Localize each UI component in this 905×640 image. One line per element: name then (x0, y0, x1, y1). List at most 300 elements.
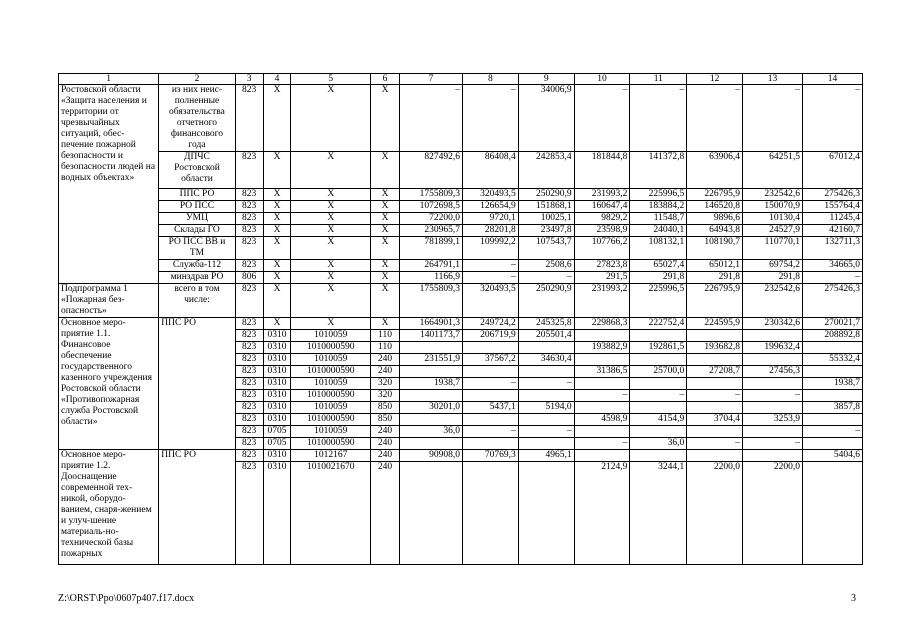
table-cell: 25700,0 (630, 366, 687, 378)
table-cell (802, 438, 862, 450)
table-cell: 5194,0 (518, 402, 574, 414)
table-cell: 275426,3 (802, 284, 862, 318)
table-cell: 1938,7 (802, 378, 862, 390)
table-cell: 823 (235, 414, 263, 426)
table-cell: 86408,4 (463, 152, 519, 189)
table-cell: 141372,8 (630, 152, 687, 189)
table-cell: X (291, 189, 371, 201)
table-cell (574, 426, 630, 438)
table-cell: 240 (371, 438, 400, 450)
table-cell (518, 390, 574, 402)
table-cell (399, 462, 462, 565)
table-cell: 34665,0 (802, 260, 862, 272)
table-cell: 1664901,3 (399, 318, 462, 330)
table-cell: 240 (371, 426, 400, 438)
budget-table (58, 73, 863, 565)
table-cell: – (743, 85, 803, 152)
col-header: 8 (463, 74, 519, 85)
table-cell (399, 342, 462, 354)
table-cell: – (518, 272, 574, 284)
table-cell: – (743, 390, 803, 402)
table-cell (687, 330, 743, 342)
table-cell (518, 342, 574, 354)
table-cell: 63906,4 (687, 152, 743, 189)
table-cell: X (371, 225, 400, 237)
table-cell: 1010059 (291, 402, 371, 414)
table-cell: X (263, 189, 291, 201)
table-cell (630, 330, 687, 342)
table-cell: 823 (235, 462, 263, 565)
table-cell: 231551,9 (399, 354, 462, 366)
table-cell: 823 (235, 201, 263, 213)
executor-cell: минздрав РО (159, 272, 235, 284)
table-cell (463, 366, 519, 378)
table-cell: 823 (235, 237, 263, 260)
table-cell: 0310 (263, 450, 291, 462)
table-cell: 320493,5 (463, 189, 519, 201)
table-cell (463, 438, 519, 450)
table-cell: 23497,8 (518, 225, 574, 237)
table-cell: 11245,4 (802, 213, 862, 225)
table-cell: X (371, 213, 400, 225)
table-cell: 10130,4 (743, 213, 803, 225)
table-cell (463, 414, 519, 426)
table-cell: X (263, 225, 291, 237)
table-cell: 9896,6 (687, 213, 743, 225)
executor-cell: ППС РО (159, 189, 235, 201)
table-row (59, 152, 863, 189)
table-cell: 1010000590 (291, 414, 371, 426)
table-cell: 151868,1 (518, 201, 574, 213)
table-cell: 823 (235, 318, 263, 330)
table-cell: 70769,3 (463, 450, 519, 462)
table-cell: 226795,9 (687, 189, 743, 201)
table-cell: 0310 (263, 378, 291, 390)
table-cell: 245325,8 (518, 318, 574, 330)
table-cell: X (263, 213, 291, 225)
table-cell: X (263, 272, 291, 284)
table-cell: 1010059 (291, 426, 371, 438)
table-cell: – (743, 438, 803, 450)
table-cell: X (291, 201, 371, 213)
table-cell: – (463, 272, 519, 284)
table-cell: 3857,8 (802, 402, 862, 414)
executor-cell: ППС РО (159, 318, 235, 450)
table-cell: 0310 (263, 414, 291, 426)
table-cell: 193682,8 (687, 342, 743, 354)
table-cell: 823 (235, 85, 263, 152)
table-cell: 90908,0 (399, 450, 462, 462)
col-header: 11 (630, 74, 687, 85)
table-cell: 1010059 (291, 378, 371, 390)
table-cell: – (802, 426, 862, 438)
table-cell: 208892,8 (802, 330, 862, 342)
table-cell: 3253,9 (743, 414, 803, 426)
table-cell: X (291, 225, 371, 237)
table-row (59, 213, 863, 225)
table-cell: X (371, 85, 400, 152)
table-cell: X (263, 152, 291, 189)
table-cell: 23598,9 (574, 225, 630, 237)
table-row (59, 85, 863, 152)
col-header: 6 (371, 74, 400, 85)
table-cell: 222752,4 (630, 318, 687, 330)
table-cell: 24040,1 (630, 225, 687, 237)
table-cell: X (263, 284, 291, 318)
table-cell: 110 (371, 342, 400, 354)
table-cell: 823 (235, 390, 263, 402)
table-cell: 781899,1 (399, 237, 462, 260)
table-cell: 28201,8 (463, 225, 519, 237)
table-cell (743, 450, 803, 462)
table-cell: 0310 (263, 402, 291, 414)
table-cell: X (371, 272, 400, 284)
table-cell: X (263, 318, 291, 330)
table-cell: 1010000590 (291, 390, 371, 402)
table-cell: – (574, 438, 630, 450)
table-cell: 229868,3 (574, 318, 630, 330)
table-cell: 850 (371, 402, 400, 414)
table-cell: 823 (235, 366, 263, 378)
table-row (59, 237, 863, 260)
table-cell: 806 (235, 272, 263, 284)
table-cell (687, 378, 743, 390)
table-cell (518, 414, 574, 426)
table-cell: 183884,2 (630, 201, 687, 213)
table-cell (399, 438, 462, 450)
table-cell (399, 390, 462, 402)
col-header: 7 (399, 74, 462, 85)
col-header: 12 (687, 74, 743, 85)
table-cell: 226795,9 (687, 284, 743, 318)
table-cell: 36,0 (630, 438, 687, 450)
table-cell (574, 330, 630, 342)
col-header: 4 (263, 74, 291, 85)
table-cell: – (463, 85, 519, 152)
table-cell: – (399, 85, 462, 152)
table-cell: 231993,2 (574, 284, 630, 318)
table-cell: 2200,0 (743, 462, 803, 565)
table-cell (630, 378, 687, 390)
table-cell: 69754,2 (743, 260, 803, 272)
table-cell (518, 438, 574, 450)
table-cell: 1166,9 (399, 272, 462, 284)
table-cell: 24527,9 (743, 225, 803, 237)
table-cell: 1010059 (291, 354, 371, 366)
table-cell: 1012167 (291, 450, 371, 462)
table-cell (399, 414, 462, 426)
table-cell: 110 (371, 330, 400, 342)
executor-cell: ППС РО (159, 450, 235, 565)
col-header: 9 (518, 74, 574, 85)
table-cell: 192861,5 (630, 342, 687, 354)
table-row (59, 272, 863, 284)
table-cell: 823 (235, 213, 263, 225)
table-cell: 11548,7 (630, 213, 687, 225)
table-cell: 823 (235, 426, 263, 438)
table-cell: 4965,1 (518, 450, 574, 462)
table-cell: X (371, 318, 400, 330)
table-cell: 232542,6 (743, 284, 803, 318)
table-cell: 67012,4 (802, 152, 862, 189)
table-cell: – (463, 378, 519, 390)
table-cell: – (463, 426, 519, 438)
table-cell (687, 402, 743, 414)
table-cell: 160647,4 (574, 201, 630, 213)
table-cell: X (291, 284, 371, 318)
table-cell: 291,8 (743, 272, 803, 284)
table-cell (802, 366, 862, 378)
table-cell: 0310 (263, 330, 291, 342)
table-cell: 320493,5 (463, 284, 519, 318)
table-cell: 30201,0 (399, 402, 462, 414)
table-cell: – (630, 390, 687, 402)
table-cell (463, 390, 519, 402)
table-cell: 64943,8 (687, 225, 743, 237)
col-header: 5 (291, 74, 371, 85)
table-cell: X (291, 213, 371, 225)
table-cell: 0310 (263, 390, 291, 402)
table-cell: 193882,9 (574, 342, 630, 354)
table-cell: X (263, 260, 291, 272)
table-cell: X (291, 152, 371, 189)
table-cell: 0705 (263, 438, 291, 450)
table-cell (802, 342, 862, 354)
col-header: 2 (159, 74, 235, 85)
table-cell: – (687, 85, 743, 152)
table-cell: 1938,7 (399, 378, 462, 390)
table-cell: 823 (235, 354, 263, 366)
table-cell: 225996,5 (630, 284, 687, 318)
program-label-cell: Основное меро-приятие 1.2. Дооснащение современной тех-никой, оборудо-ванием, снаря-жением и улуч-шение материаль-но-технической базы пожарных (59, 450, 159, 565)
table-cell (743, 354, 803, 366)
program-label-cell: Подпрограмма 1 «Пожарная без-опасность» (59, 284, 159, 318)
table-cell: 240 (371, 354, 400, 366)
table-cell (574, 354, 630, 366)
table-cell: 823 (235, 260, 263, 272)
table-cell: – (687, 438, 743, 450)
table-cell (630, 354, 687, 366)
table-cell: 155764,4 (802, 201, 862, 213)
executor-cell: из них неис-полненные обязательства отчетного финансового года (159, 85, 235, 152)
table-cell: 27208,7 (687, 366, 743, 378)
table-cell: 240 (371, 450, 400, 462)
table-cell: 320 (371, 390, 400, 402)
table-cell: 126654,9 (463, 201, 519, 213)
table-cell: 242853,4 (518, 152, 574, 189)
table-cell: 72200,0 (399, 213, 462, 225)
table-cell: 0310 (263, 342, 291, 354)
table-cell: X (291, 237, 371, 260)
table-cell: 27823,8 (574, 260, 630, 272)
executor-cell: Служба-112 (159, 260, 235, 272)
table-cell: 108132,1 (630, 237, 687, 260)
table-cell: 132711,3 (802, 237, 862, 260)
executor-cell: ДПЧС Ростовской области (159, 152, 235, 189)
table-cell: – (687, 390, 743, 402)
table-cell (463, 462, 519, 565)
table-cell: 55332,4 (802, 354, 862, 366)
table-cell: 150070,9 (743, 201, 803, 213)
table-cell: 225996,5 (630, 189, 687, 201)
table-cell: 5404,6 (802, 450, 862, 462)
table-cell: 264791,1 (399, 260, 462, 272)
table-row (59, 284, 863, 318)
table-cell: X (371, 260, 400, 272)
table-cell: 0310 (263, 354, 291, 366)
table-cell: 107766,2 (574, 237, 630, 260)
table-cell: 1401173,7 (399, 330, 462, 342)
table-cell: X (291, 260, 371, 272)
table-cell: – (463, 260, 519, 272)
table-cell: 181844,8 (574, 152, 630, 189)
table-cell (687, 426, 743, 438)
table-cell: 270021,7 (802, 318, 862, 330)
table-cell: 34630,4 (518, 354, 574, 366)
table-cell: 42160,7 (802, 225, 862, 237)
table-cell: – (518, 426, 574, 438)
table-cell: 0705 (263, 426, 291, 438)
table-cell: 31386,5 (574, 366, 630, 378)
table-cell: 5437,1 (463, 402, 519, 414)
table-cell: 1755809,3 (399, 284, 462, 318)
table-cell: 37567,2 (463, 354, 519, 366)
table-cell (630, 402, 687, 414)
table-cell: – (630, 85, 687, 152)
table-cell: 1010000590 (291, 438, 371, 450)
col-header: 3 (235, 74, 263, 85)
table-cell: 2124,9 (574, 462, 630, 565)
table-cell (687, 450, 743, 462)
table-cell: X (263, 237, 291, 260)
table-cell: X (371, 284, 400, 318)
table-cell: – (574, 85, 630, 152)
table-cell: 36,0 (399, 426, 462, 438)
table-cell: 4598,9 (574, 414, 630, 426)
table-body (59, 85, 863, 565)
table-cell: X (371, 189, 400, 201)
table-cell: 823 (235, 189, 263, 201)
table-cell: 9720,1 (463, 213, 519, 225)
table-cell: 1010021670 (291, 462, 371, 565)
table-cell (574, 450, 630, 462)
table-row (59, 318, 863, 330)
col-header: 13 (743, 74, 803, 85)
table-cell: 250290,9 (518, 284, 574, 318)
table-cell: 823 (235, 378, 263, 390)
table-cell: 823 (235, 450, 263, 462)
table-cell (687, 354, 743, 366)
table-cell (518, 366, 574, 378)
executor-cell: всего в том числе: (159, 284, 235, 318)
table-cell: 1010000590 (291, 366, 371, 378)
table-cell: 823 (235, 330, 263, 342)
table-row (59, 450, 863, 462)
table-cell (574, 402, 630, 414)
table-cell: 249724,2 (463, 318, 519, 330)
table-cell: 0310 (263, 462, 291, 565)
table-cell: X (291, 85, 371, 152)
table-cell (743, 378, 803, 390)
table-cell: 109992,2 (463, 237, 519, 260)
table-cell: 232542,6 (743, 189, 803, 201)
table-cell: X (371, 237, 400, 260)
table-cell: 250290,9 (518, 189, 574, 201)
table-cell: 275426,3 (802, 189, 862, 201)
table-cell: 4154,9 (630, 414, 687, 426)
table-cell: 64251,5 (743, 152, 803, 189)
table-cell: X (263, 201, 291, 213)
table-cell: 1755809,3 (399, 189, 462, 201)
executor-cell: УМЦ (159, 213, 235, 225)
table-cell (574, 378, 630, 390)
footer-page-number: 3 (851, 593, 856, 604)
table-cell: X (291, 318, 371, 330)
table-cell (743, 330, 803, 342)
table-cell: 850 (371, 414, 400, 426)
table-cell: – (802, 85, 862, 152)
table-cell: 823 (235, 284, 263, 318)
table-cell: – (574, 390, 630, 402)
table-cell: 240 (371, 462, 400, 565)
table-cell (802, 462, 862, 565)
table-cell: 291,8 (687, 272, 743, 284)
table-cell (630, 450, 687, 462)
table-cell: 206719,9 (463, 330, 519, 342)
executor-cell: РО ПСС (159, 201, 235, 213)
table-cell: 108190,7 (687, 237, 743, 260)
table-cell: 1072698,5 (399, 201, 462, 213)
table-cell: 65012,1 (687, 260, 743, 272)
table-cell (399, 366, 462, 378)
table-cell: – (802, 272, 862, 284)
table-cell: X (371, 152, 400, 189)
table-cell: 231993,2 (574, 189, 630, 201)
table-header-row (59, 74, 863, 85)
table-row (59, 260, 863, 272)
table-cell: – (518, 378, 574, 390)
table-row (59, 225, 863, 237)
table-cell (463, 342, 519, 354)
table-cell (630, 426, 687, 438)
table-cell: 823 (235, 438, 263, 450)
table-cell: 199632,4 (743, 342, 803, 354)
table-cell (743, 402, 803, 414)
table-cell (743, 426, 803, 438)
col-header: 1 (59, 74, 159, 85)
col-header: 14 (802, 74, 862, 85)
table-cell: 1010059 (291, 330, 371, 342)
table-cell: 823 (235, 225, 263, 237)
table-cell: 107543,7 (518, 237, 574, 260)
table-cell: 827492,6 (399, 152, 462, 189)
table-cell: 146520,8 (687, 201, 743, 213)
table-cell: 3244,1 (630, 462, 687, 565)
table-row (59, 201, 863, 213)
table-cell: X (263, 85, 291, 152)
table-row (59, 189, 863, 201)
table-cell: 110770,1 (743, 237, 803, 260)
table-cell: X (291, 272, 371, 284)
table-cell: X (371, 201, 400, 213)
table-cell: 823 (235, 152, 263, 189)
table-cell: 9829,2 (574, 213, 630, 225)
table-cell: 205501,4 (518, 330, 574, 342)
table-cell (802, 414, 862, 426)
table-cell: 823 (235, 402, 263, 414)
col-header: 10 (574, 74, 630, 85)
table-cell: 291,5 (574, 272, 630, 284)
